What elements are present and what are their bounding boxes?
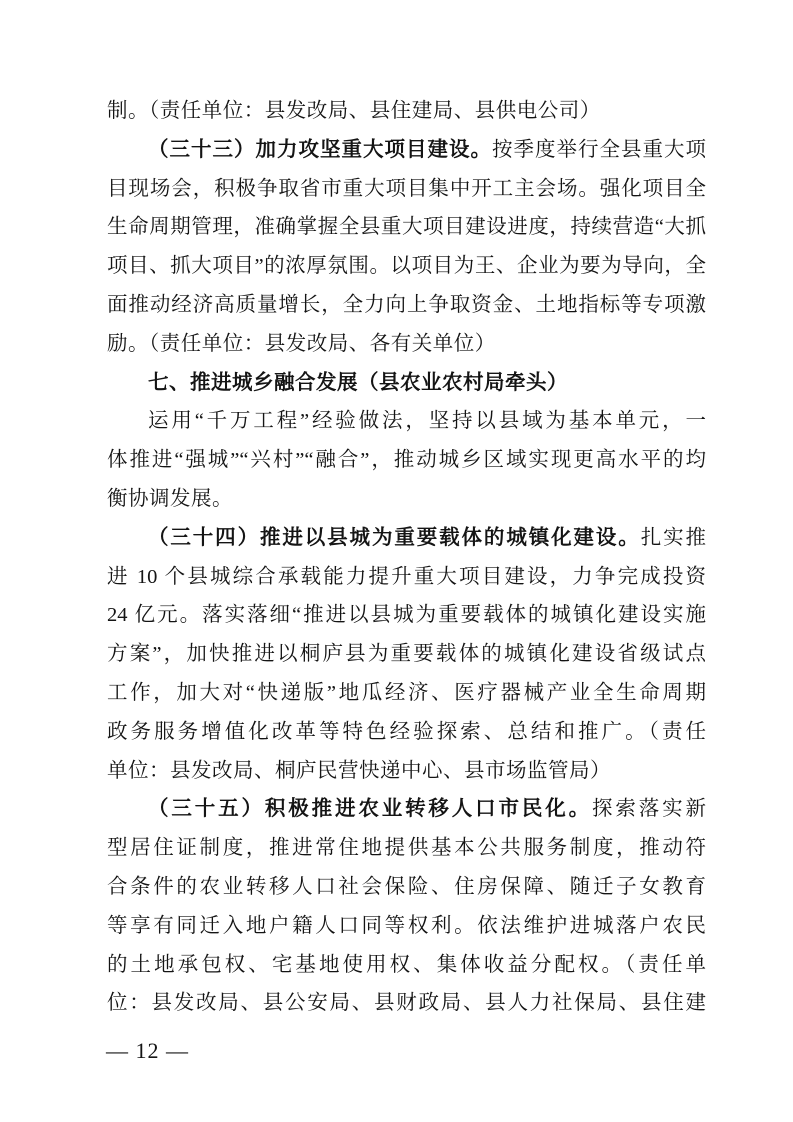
page-footer bbox=[106, 1036, 189, 1066]
text-line bbox=[107, 131, 706, 170]
text-segment: 进 10 个县城综合承载能力提升重大项目建设，力争完成投资 bbox=[107, 565, 706, 588]
text-segment: 型居住证制度，推进常住地提供基本公共服务制度，推动符 bbox=[107, 837, 706, 860]
text-line bbox=[107, 713, 706, 752]
text-segment: 励。（责任单位：县发改局、各有关单位） bbox=[107, 332, 496, 355]
text-segment: 运用“千万工程”经验做法，坚持以县域为基本单元，一 bbox=[148, 410, 706, 433]
text-line bbox=[107, 208, 706, 247]
text-line bbox=[107, 286, 706, 325]
text-line bbox=[107, 325, 706, 364]
text-line bbox=[107, 907, 706, 946]
text-line bbox=[107, 402, 706, 441]
text-segment: 工作，加大对“快递版”地瓜经济、医疗器械产业全生命周期 bbox=[107, 681, 706, 704]
text-segment: 体推进“强城”“兴村”“融合”，推动城乡区域实现更高水平的均 bbox=[107, 449, 706, 472]
text-line bbox=[107, 170, 706, 209]
text-line bbox=[107, 247, 706, 286]
text-segment: 等享有同迁入地户籍人口同等权利。依法维护进城落户农民 bbox=[107, 914, 706, 937]
text-segment: 方案”，加快推进以桐庐县为重要载体的城镇化建设省级试点 bbox=[107, 643, 706, 666]
text-line bbox=[107, 519, 706, 558]
text-segment: 合条件的农业转移人口社会保险、住房保障、随迁子女教育 bbox=[107, 875, 706, 898]
text-segment: 项目、抓大项目”的浓厚氛围。以项目为王、企业为要为导向，全 bbox=[107, 255, 706, 278]
text-line bbox=[107, 829, 706, 868]
text-line bbox=[107, 752, 706, 791]
heading-segment: 七、推进城乡融合发展（县农业农村局牵头） bbox=[148, 371, 568, 394]
text-segment: 按季度举行全县重大项 bbox=[492, 138, 706, 161]
text-line bbox=[107, 946, 706, 985]
text-line bbox=[107, 674, 706, 713]
text-line bbox=[107, 635, 706, 674]
text-line bbox=[107, 984, 706, 1023]
text-segment: 政务服务增值化改革等特色经验探索、总结和推广。（责任 bbox=[107, 720, 706, 743]
text-line bbox=[107, 868, 706, 907]
heading-segment: （三十三）加力攻坚重大项目建设。 bbox=[148, 138, 492, 161]
text-segment: 的土地承包权、宅基地使用权、集体收益分配权。（责任单 bbox=[107, 953, 706, 976]
text-segment: 衡协调发展。 bbox=[107, 487, 233, 510]
text-line bbox=[107, 790, 706, 829]
text-segment: 扎实推 bbox=[640, 526, 706, 549]
heading-segment: （三十五）积极推进农业转移人口市民化。 bbox=[148, 798, 593, 821]
text-segment: 单位：县发改局、桐庐民营快递中心、县市场监管局） bbox=[107, 759, 611, 782]
text-line bbox=[107, 441, 706, 480]
text-segment: 面推动经济高质量增长，全力向上争取资金、土地指标等专项激 bbox=[107, 293, 706, 316]
text-line bbox=[107, 480, 706, 519]
text-segment: 目现场会，积极争取省市重大项目集中开工主会场。强化项目全 bbox=[107, 177, 706, 200]
text-segment: 制。（责任单位：县发改局、县住建局、县供电公司） bbox=[107, 100, 601, 122]
text-segment: 生命周期管理，准确掌握全县重大项目建设进度，持续营造“大抓 bbox=[107, 216, 706, 239]
text-line bbox=[107, 364, 706, 403]
text-segment: 位：县发改局、县公安局、县财政局、县人力社保局、县住建 bbox=[107, 992, 706, 1015]
heading-segment: （三十四）推进以县城为重要载体的城镇化建设。 bbox=[148, 526, 641, 549]
text-line bbox=[107, 558, 706, 597]
text-line bbox=[107, 92, 706, 131]
text-segment: 探索落实新 bbox=[592, 798, 706, 821]
document-body bbox=[107, 92, 706, 1023]
text-segment: 24 亿元。落实落细“推进以县城为重要载体的城镇化建设实施 bbox=[107, 604, 706, 627]
text-line bbox=[107, 596, 706, 635]
page-number: — 12 — bbox=[106, 1038, 189, 1063]
